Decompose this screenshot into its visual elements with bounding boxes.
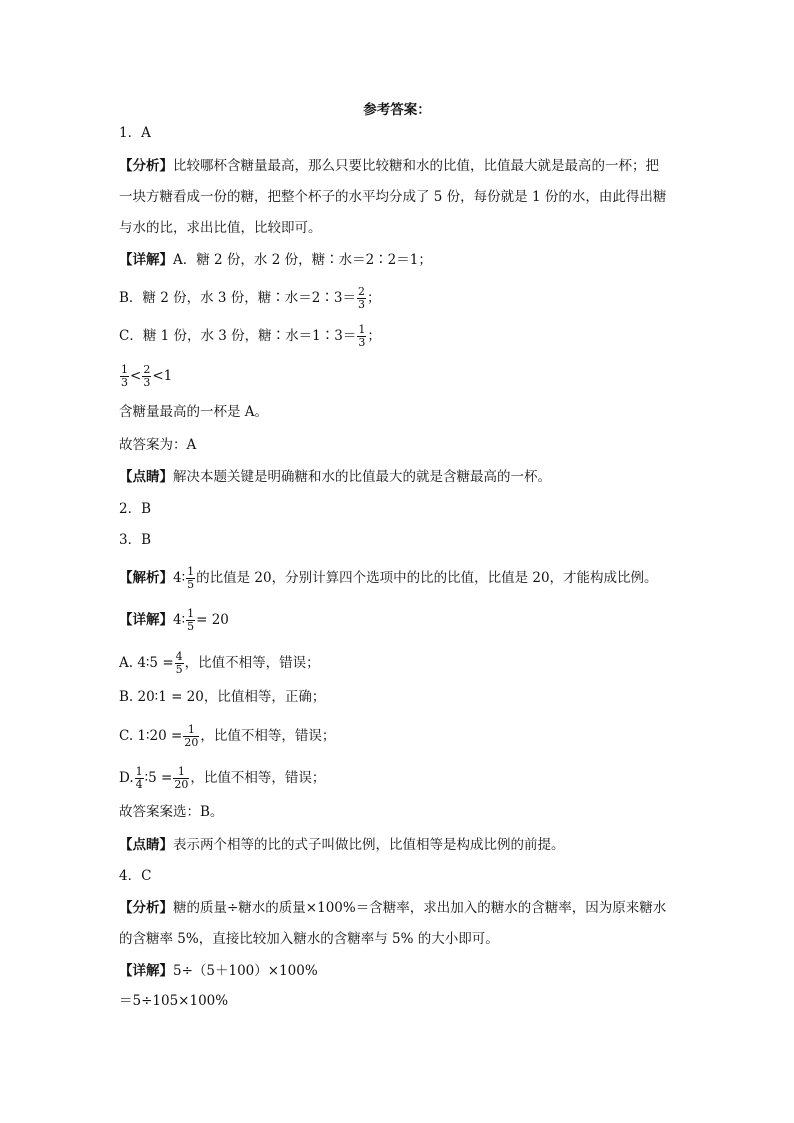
detail-c-text: C．糖 1 份，水 3 份，糖∶水＝1∶3＝	[119, 328, 357, 344]
q1-label: 1．A	[119, 125, 151, 141]
q1-detail-b: B．糖 2 份，水 3 份，糖∶水＝2∶3＝ $\frac{2}{3}$ ；	[119, 285, 381, 311]
q3-option-a: A. 4∶5 = $\frac{4}{5}$ ，比值不相等，错误；	[119, 650, 320, 676]
q1-analysis-line-1	[119, 157, 679, 175]
detail-tag: 【详解】	[119, 252, 173, 268]
analysis-tag: 【分析】	[119, 900, 173, 916]
q4-detail-line-2: ＝5÷105×100%	[119, 993, 229, 1009]
detail-tag: 【详解】	[119, 963, 173, 979]
fraction: $\frac{4}{5}$	[175, 650, 183, 676]
q3-option-b: B. 20∶1 = 20，比值相等，正确；	[119, 689, 326, 705]
fraction: $\frac{1}{3}$	[121, 363, 128, 389]
detail-text: 5÷（5＋100）×100%	[173, 963, 318, 979]
q1-detail-c: C．糖 1 份，水 3 份，糖∶水＝1∶3＝ $\frac{1}{3}$ ；	[119, 323, 381, 349]
detail-text: A．糖 2 份，水 2 份，糖∶水＝2∶2＝1；	[173, 252, 432, 268]
analysis-text: 比较哪杯含糖量最高，那么只要比较糖和水的比值，比值最大就是最高的一杯；把	[173, 158, 659, 174]
q1-note	[119, 468, 679, 486]
q1-analysis-line-3: 与水的比，求出比值，比较即可。	[119, 220, 322, 236]
q4-label: 4．C	[119, 868, 152, 884]
note-tag: 【点睛】	[119, 469, 173, 485]
q4-analysis-line-1	[119, 899, 679, 917]
fraction: $\frac{1}{5}$	[187, 565, 195, 591]
q3-note	[119, 836, 679, 854]
note-text: 解决本题关键是明确糖和水的比值最大的就是含糖最高的一杯。	[173, 469, 551, 485]
note-text: 表示两个相等的比的式子叫做比例，比值相等是构成比例的前提。	[173, 837, 565, 853]
q1-detail-a	[119, 251, 679, 269]
q2-label: 2．B	[119, 501, 152, 517]
q4-analysis-line-2: 的含糖率 5%，直接比较加入糖水的含糖率与 5% 的大小即可。	[119, 931, 499, 947]
q3-option-c: C. 1∶20 = $\frac{1}{20}$ ，比值不相等，错误；	[119, 723, 336, 749]
page-title: 参考答案：	[363, 102, 431, 118]
q1-answer: 故答案为：A	[119, 437, 197, 453]
fraction: $\frac{1}{5}$	[187, 607, 195, 633]
q1-conclusion: 含糖量最高的一杯是 A。	[119, 404, 269, 420]
fraction: $\frac{2}{3}$	[143, 363, 151, 389]
fraction: $\frac{1}{20}$	[184, 723, 199, 749]
fraction: $\frac{1}{4}$	[135, 765, 143, 791]
detail-tag: 【详解】	[119, 612, 173, 628]
q3-option-d: D. $\frac{1}{4}$ ∶5 = $\frac{1}{20}$ ，比值不相等，错误；	[119, 765, 326, 791]
q4-detail-line-1	[119, 962, 679, 980]
analysis-text: 糖的质量÷糖水的质量×100%＝含糖率，求出加入的糖水的含糖率，因为原来糖水	[173, 900, 667, 916]
note-tag: 【点睛】	[119, 837, 173, 853]
analysis-tag: 【分析】	[119, 158, 173, 174]
fraction: $\frac{2}{3}$	[357, 285, 365, 311]
q1-comparison: $\frac{1}{3}$ < $\frac{2}{3}$ <1	[121, 363, 173, 389]
fraction: $\frac{1}{3}$	[358, 323, 366, 349]
analysis-tag: 【解析】	[119, 570, 173, 586]
detail-b-text: B．糖 2 份，水 3 份，糖∶水＝2∶3＝	[119, 290, 356, 306]
fraction: $\frac{1}{20}$	[174, 765, 189, 791]
q3-answer: 故答案案选：B。	[119, 804, 224, 820]
q3-detail: 【详解】4∶ $\frac{1}{5}$ = 20	[119, 607, 229, 633]
q1-analysis-line-2: 一块方糖看成一份的糖，把整个杯子的水平均分成了 5 份，每份就是 1 份的水，由此得出糖	[119, 189, 667, 205]
q3-label: 3．B	[119, 532, 152, 548]
q3-analysis: 【解析】4∶ $\frac{1}{5}$ 的比值是 20，分别计算四个选项中的比的比值，比值是 20，才能构成比例。	[119, 565, 658, 591]
